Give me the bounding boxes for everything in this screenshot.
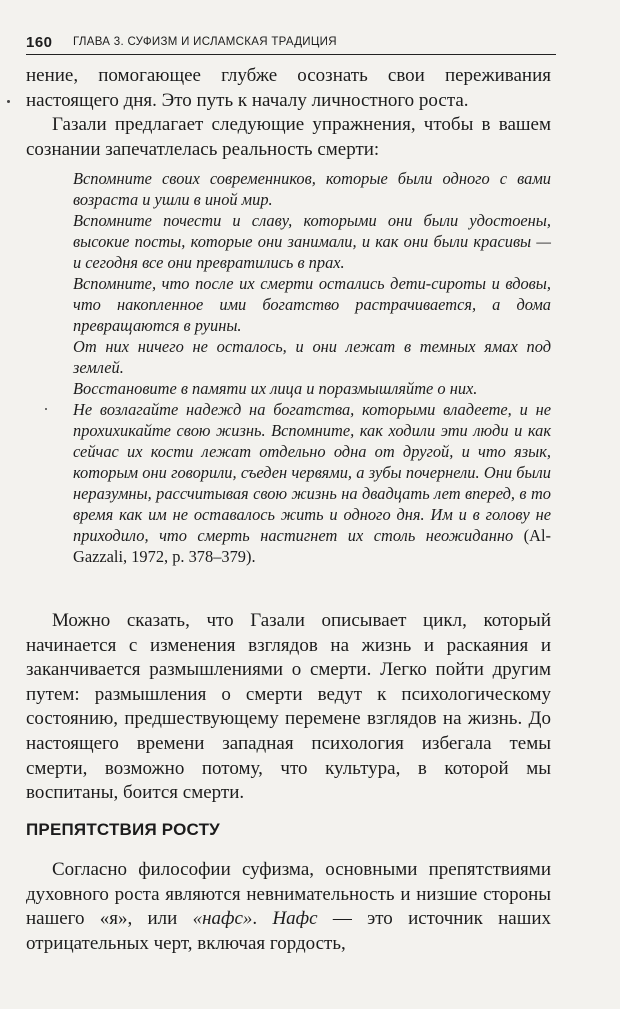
chapter-title: ГЛАВА 3. СУФИЗМ И ИСЛАМСКАЯ ТРАДИЦИЯ — [73, 36, 337, 48]
quote-item-last — [73, 399, 551, 567]
quote-citation: (Al-Gazzali, 1972, p. 378–379) — [73, 526, 551, 566]
quote-citation-end: . — [251, 547, 256, 566]
obstacles-text-mid: . — [252, 908, 273, 930]
page-number: 160 — [26, 34, 53, 51]
quote-last-text: Не возлагайте надежд на богатства, которыми владеете, и не прохихикайте свою жизнь. Вспомните, как ходили эти люди и как сейчас их кости лежат отдельно одна от другой, и что язык, которым они говорили, съеден червями, а зубы почернели. Они были неразумны, рассчитывая свою жизнь на двадцать лет вперед, в то время как им не оставалось жить и одного дня. Им и в голову не приходило, что смерть настигнет их столь неожиданно — [73, 400, 551, 545]
term-nafs: Нафс — [272, 908, 318, 930]
print-speck — [7, 100, 10, 103]
quote-item: От них ничего не осталось, и они лежат в темных ямах под землей. — [73, 337, 551, 377]
paragraph-obstacles — [26, 858, 551, 956]
print-speck — [45, 408, 47, 410]
quote-item: Вспомните своих современников, которые были одного с вами возраста и ушли в иной мир. — [73, 169, 551, 209]
paragraph-cycle: Можно сказать, что Газали описывает цикл, который начинается с изменения взглядов на жизнь и раскаяния и заканчивается размышлениями о смерти. Легко пойти другим путем: размышления о смерти ведут к психологическому состоянию, предшествующему перемене взглядов на жизнь. До настоящего времени западная психология избегала темы смерти, возможно потому, что культура, в которой мы воспитаны, боится смерти. — [26, 610, 551, 804]
section-heading: ПРЕПЯТСТВИЯ РОСТУ — [26, 820, 220, 839]
obstacles-text-start: Согласно философии суфизма, основными препятствиями духовного роста являются невнимательность и низшие стороны нашего «я», или — [26, 859, 551, 930]
running-head — [26, 32, 556, 55]
quote-item: Вспомните почести и славу, которыми они были удостоены, высокие посты, которые они занимали, и как они были красивы — и сегодня все они превратились в прах. — [73, 211, 551, 272]
quote-item: Вспомните, что после их смерти остались дети-сироты и вдовы, что накопленное ими богатство растрачивается, а дома превращаются в руины. — [73, 274, 551, 335]
obstacles-text-end: — это источник наших отрицательных черт, включая гордость, — [26, 908, 552, 954]
term-nafs-quoted: «нафс» — [192, 908, 253, 930]
block-quote — [73, 168, 551, 567]
paragraph-continuation: нение, помогающее глубже осознать свои переживания настоящего дня. Это путь к началу личностного роста. — [26, 65, 551, 111]
paragraph-ghazali-intro: Газали предлагает следующие упражнения, чтобы в вашем сознании запечатлелась реальность смерти: — [26, 114, 551, 160]
quote-item: Восстановите в памяти их лица и поразмышляйте о них. — [73, 379, 478, 398]
